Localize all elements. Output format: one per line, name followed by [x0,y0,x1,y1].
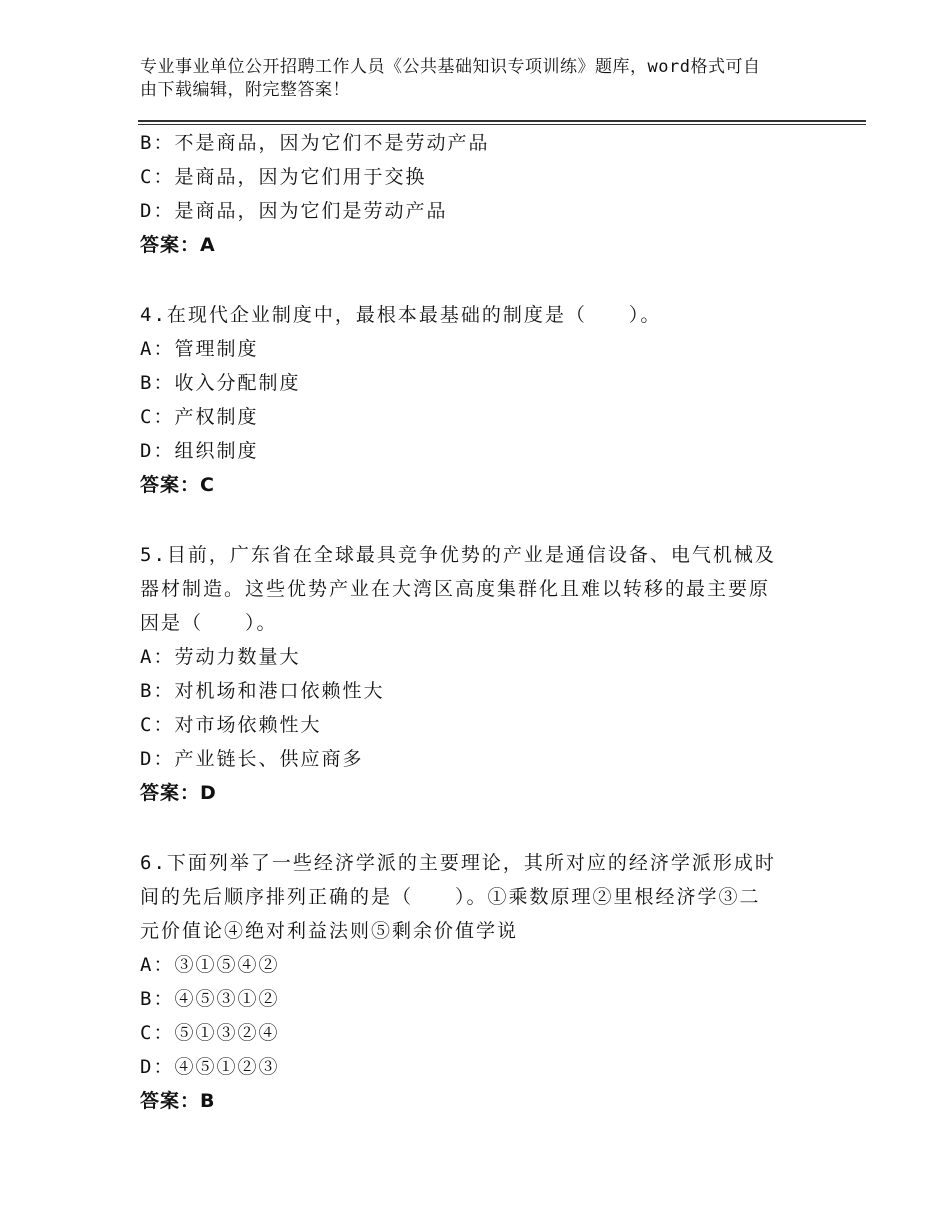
option-c: C：是商品，因为它们用于交换 [140,166,427,188]
header-line-2: 由下载编辑，附完整答案！ [140,80,350,100]
answer-label: 答案：D [140,782,217,804]
question-6 [140,846,800,1118]
option-d: D：是商品，因为它们是劳动产品 [140,200,448,222]
option-a: A：③①⑤④② [140,954,280,976]
answer-label: 答案：B [140,1090,216,1112]
option-c: C：⑤①③②④ [140,1022,280,1044]
document-header [140,56,820,102]
question-stem-line-2: 器材制造。这些优势产业在大湾区高度集群化且难以转移的最主要原 [140,578,771,600]
option-b: B：对机场和港口依赖性大 [140,680,385,702]
answer-label: 答案：C [140,474,215,496]
option-b: B：不是商品，因为它们不是劳动产品 [140,132,490,154]
header-line-1: 专业事业单位公开招聘工作人员《公共基础知识专项训练》题库，word格式可自 [140,57,761,77]
answer-label: 答案：A [140,234,216,256]
question-stem: 4.在现代企业制度中，最根本最基础的制度是（ ）。 [140,304,662,326]
option-c: C：对市场依赖性大 [140,714,322,736]
question-stem-line-1: 5.目前，广东省在全球最具竞争优势的产业是通信设备、电气机械及 [140,544,776,566]
question-3-continued [140,126,800,262]
option-d: D：组织制度 [140,440,259,462]
option-a: A：劳动力数量大 [140,646,301,668]
option-b: B：④⑤③①② [140,988,280,1010]
option-b: B：收入分配制度 [140,372,301,394]
option-a: A：管理制度 [140,338,259,360]
question-stem-line-3: 元价值论④绝对利益法则⑤剩余价值学说 [140,920,519,942]
question-list [140,126,800,1118]
question-5 [140,538,800,810]
header-divider [138,120,866,125]
question-stem-line-3: 因是（ ）。 [140,612,278,634]
option-d: D：④⑤①②③ [140,1056,280,1078]
option-c: C：产权制度 [140,406,259,428]
question-4 [140,298,800,502]
question-stem-line-2: 间的先后顺序排列正确的是（ ）。①乘数原理②里根经济学③二 [140,886,761,908]
option-d: D：产业链长、供应商多 [140,748,364,770]
question-stem-line-1: 6.下面列举了一些经济学派的主要理论，其所对应的经济学派形成时 [140,852,776,874]
